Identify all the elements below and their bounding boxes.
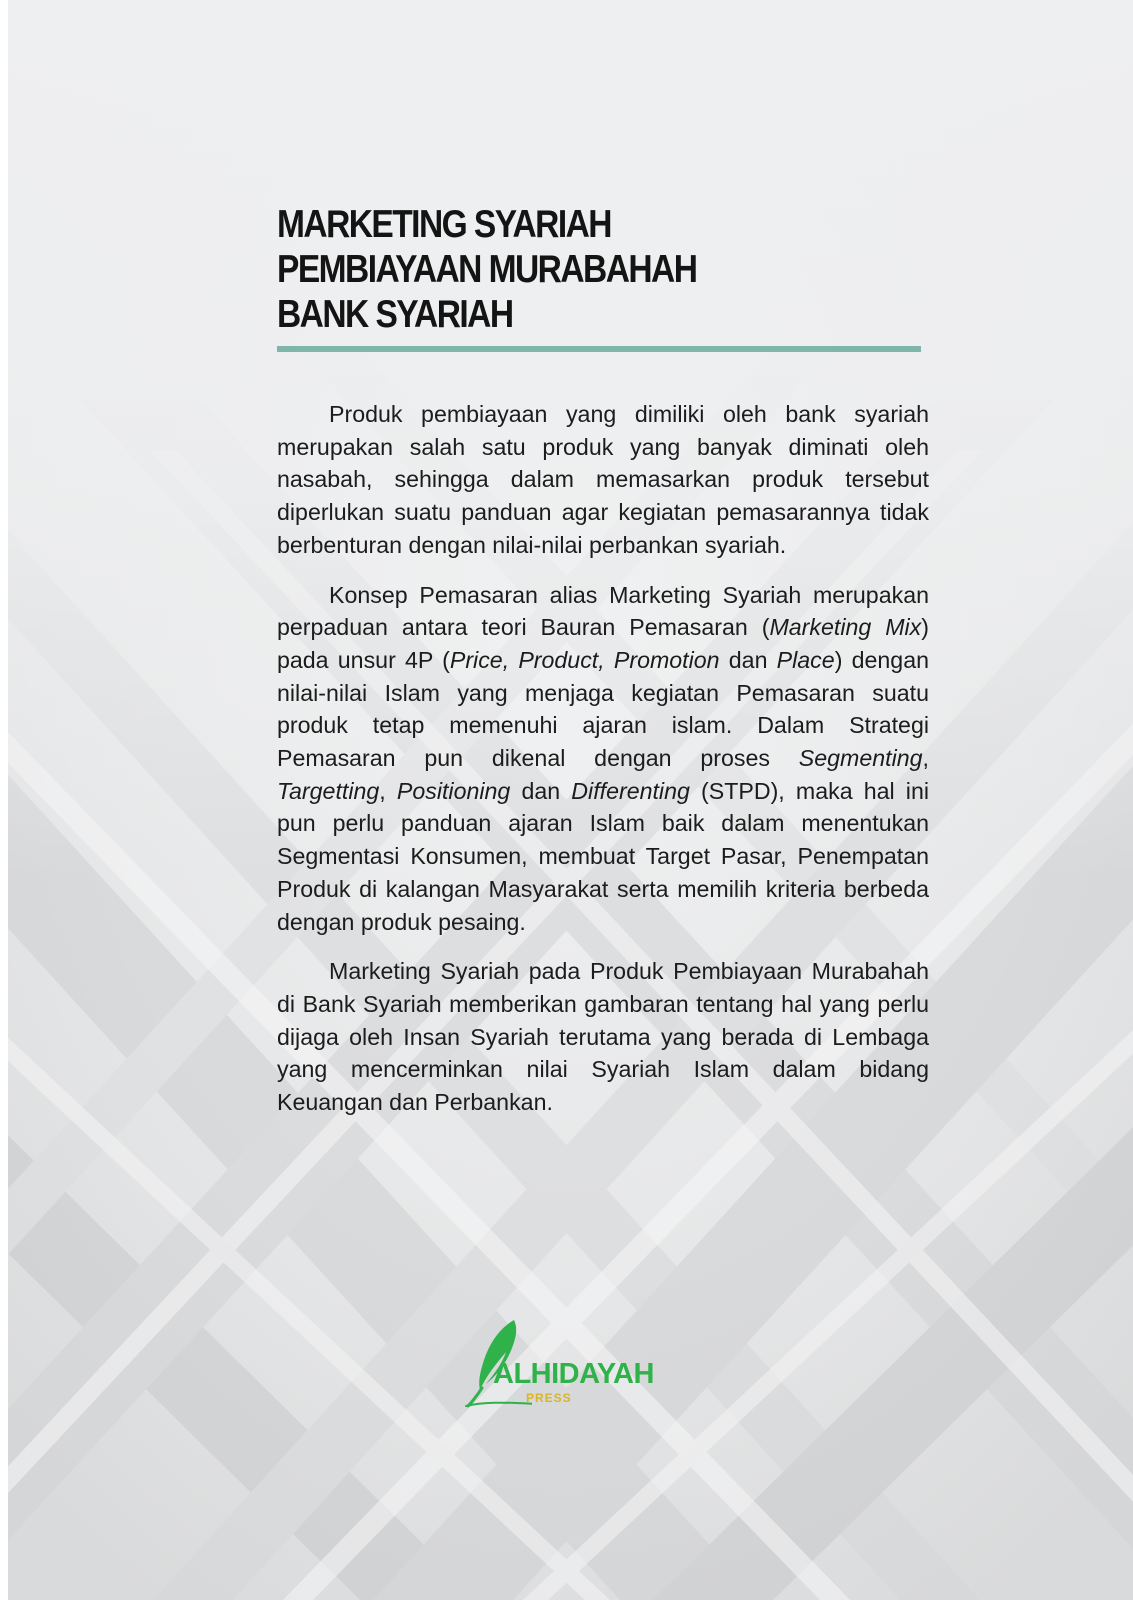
- p2-text-1: Konsep Pemasaran alias Marketing Syariah merupakan perpaduan antara teori Bauran Pemasaran (: [277, 581, 929, 641]
- p2-text-2: ) pada unsur 4P (: [277, 614, 930, 673]
- p2-text-4: ) dengan nilai-nilai Islam yang menjaga kegiatan Pemasaran suatu produk tetap memenuhi ajaran islam. Dalam Strategi Pemasaran pun dikenal dengan proses: [277, 646, 929, 772]
- p2-italic-place: Place: [776, 646, 835, 673]
- p2-text-5: ,: [922, 745, 929, 772]
- publisher-sub: PRESS: [526, 1391, 572, 1405]
- book-title-line-3: BANK SYARIAH: [277, 293, 513, 336]
- synopsis-paragraph-3: Marketing Syariah pada Produk Pembiayaan Murabahah di Bank Syariah memberikan gambaran tentang hal yang perlu dijaga oleh Insan Syariah terutama yang berada di Lembaga yang mencerminkan nilai Syariah Islam dalam bidang Keuangan dan Perbankan.: [277, 958, 929, 1116]
- p2-italic-positioning: Positioning: [396, 777, 511, 804]
- synopsis-paragraph-1: Produk pembiayaan yang dimiliki oleh bank syariah merupakan salah satu produk yang banyak diminati oleh nasabah, sehingga dalam memasarkan produk tersebut diperlukan suatu panduan agar kegiatan pemasarannya tidak berbenturan dengan nilai-nilai perbankan syariah.: [277, 401, 929, 558]
- publisher-name: ALHIDAYAH: [493, 1358, 654, 1390]
- p2-text-6: ,: [379, 777, 397, 804]
- p2-italic-targetting: Targetting: [277, 777, 380, 804]
- synopsis-paragraph-2: [277, 579, 929, 939]
- p2-italic-segmenting: Segmenting: [798, 745, 923, 772]
- publisher-logo: [462, 1318, 682, 1410]
- book-title-line-1: MARKETING SYARIAH: [277, 203, 611, 246]
- book-title-line-2: PEMBIAYAAN MURABAHAH: [277, 248, 697, 291]
- synopsis: [277, 398, 929, 1136]
- p2-italic-4p: Price, Product, Promotion: [449, 646, 720, 673]
- p2-italic-differenting: Differenting: [571, 777, 690, 804]
- book-title: [277, 202, 759, 337]
- title-underline-rule: [277, 346, 921, 352]
- page-edge: [0, 0, 8, 1600]
- p2-text-8: (STPD), maka hal ini pun perlu panduan ajaran Islam baik dalam menentukan Segmentasi Konsumen, membuat Target Pasar, Penempatan Produk di kalangan Masyarakat serta memilih kriteria berbeda dengan produk pesaing.: [277, 777, 930, 935]
- p2-text-3: dan: [719, 646, 777, 673]
- p2-text-7: dan: [510, 777, 572, 804]
- p2-italic-marketing-mix: Marketing Mix: [769, 614, 922, 641]
